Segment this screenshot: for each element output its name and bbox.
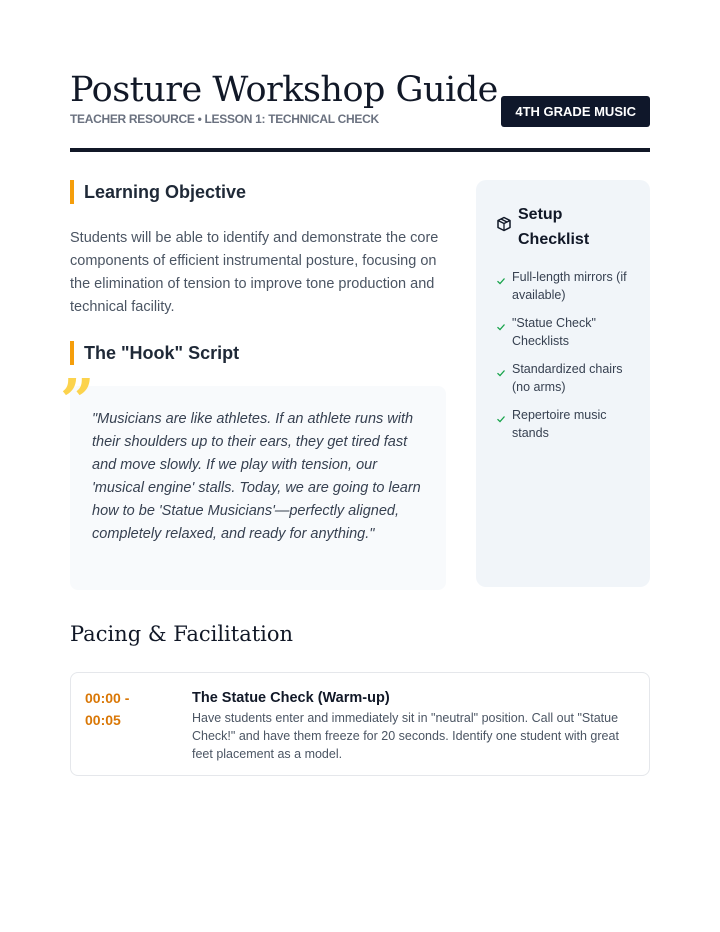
objective-text: Students will be able to identify and demonstrate the core components of efficient instrumental posture, focusing on the elimination of tension to improve tone production and technical facility. <box>70 230 439 315</box>
checklist-item <box>496 406 630 442</box>
checklist-item-label: "Statue Check" Checklists <box>512 316 596 348</box>
check-icon <box>496 276 506 286</box>
pacing-step-body <box>192 687 636 763</box>
checklist-item-label: Standardized chairs (no arms) <box>512 362 623 394</box>
setup-checklist-panel <box>476 180 650 587</box>
pacing-title: Pacing & Facilitation <box>70 622 294 646</box>
hook-quote: "Musicians are like athletes. If an athlete runs with their shoulders up to their ears, they get tired fast and move slowly. If we play with tension, our 'musical engine' stalls. Today, we are going to learn how to be 'Statue Musicians'—perfectly aligned, completely relaxed, and ready for anything." <box>92 411 421 542</box>
checklist-item-label: Repertoire music stands <box>512 408 607 440</box>
objective-heading: Learning Objective <box>70 180 446 204</box>
pacing-step-description: Have students enter and immediately sit in "neutral" position. Call out "Statue Check!" and have them freeze for 20 seconds. Identify one student with great feet placement as a model. <box>192 711 619 761</box>
header-divider <box>70 148 650 152</box>
header <box>70 70 650 152</box>
checklist-item <box>496 360 630 396</box>
page-title: Posture Workshop Guide <box>70 70 498 110</box>
hook-heading: The "Hook" Script <box>70 341 446 365</box>
check-icon <box>496 322 506 332</box>
main-column <box>60 180 446 590</box>
quote-icon: ” <box>60 367 95 437</box>
check-icon <box>496 368 506 378</box>
checklist-item <box>496 314 630 350</box>
grade-badge: 4TH GRADE MUSIC <box>501 96 650 127</box>
setup-checklist-title: Setup Checklist <box>518 206 590 248</box>
pacing-step-time: 00:00 - 00:05 <box>85 690 130 728</box>
pacing-step-title: The Statue Check (Warm-up) <box>192 690 390 706</box>
box-icon <box>496 216 512 232</box>
hook-quote-box <box>60 367 446 590</box>
pacing-step-card <box>70 672 650 776</box>
checklist-item-label: Full-length mirrors (if available) <box>512 270 627 302</box>
checklist-item <box>496 268 630 304</box>
setup-checklist-header <box>496 202 630 254</box>
page-subtitle: TEACHER RESOURCE • LESSON 1: TECHNICAL CHECK <box>70 112 379 126</box>
setup-checklist <box>496 268 630 442</box>
check-icon <box>496 414 506 424</box>
